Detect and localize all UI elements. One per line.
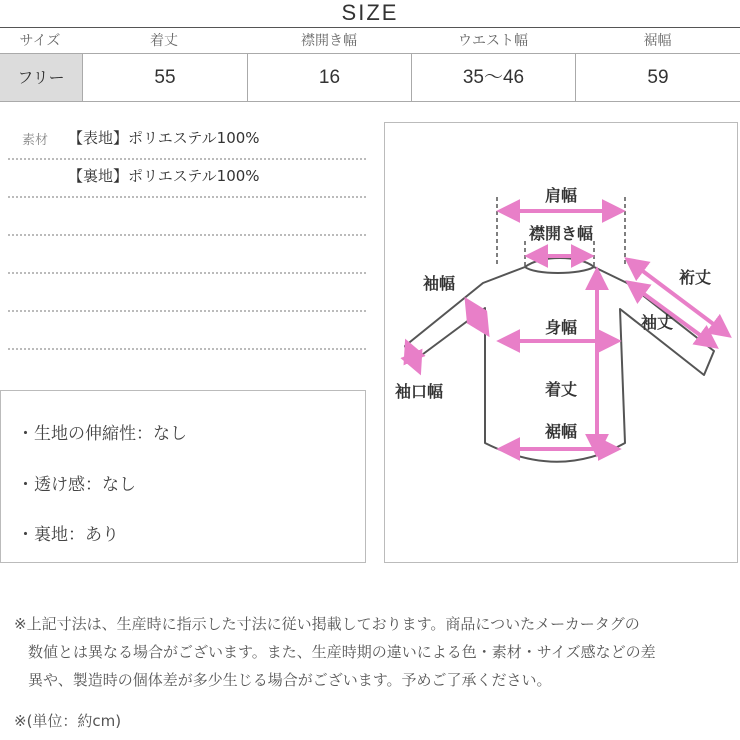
title-divider — [0, 27, 740, 28]
unit-note: ※(単位：約cm) — [14, 712, 122, 730]
cell-size: フリー — [0, 54, 82, 101]
cell-neck-width: 16 — [247, 54, 411, 101]
material-row-empty — [8, 236, 366, 274]
disclaimer-note — [14, 610, 734, 694]
cell-length: 55 — [82, 54, 247, 101]
material-row-outer — [8, 122, 366, 160]
material-outer: 【表地】ポリエステル100% — [68, 129, 260, 147]
header-waist-width: ウエスト幅 — [458, 33, 528, 49]
material-row-empty — [8, 274, 366, 312]
label-neck: 襟開き幅 — [528, 224, 594, 243]
material-label: 素材 — [22, 133, 49, 148]
size-table-row — [0, 53, 740, 102]
header-size: サイズ — [19, 33, 61, 49]
cell-hem-width: 59 — [575, 54, 740, 101]
label-sleeve-length: 袖丈 — [641, 313, 674, 332]
garment-diagram-svg — [385, 123, 739, 564]
note-line: 数値とは異なる場合がございます。また、生産時期の違いによる色・素材・サイズ感などの差 — [28, 643, 656, 661]
feature-stretch: ・生地の伸縮性：なし — [17, 424, 187, 444]
material-lining: 【裏地】ポリエステル100% — [68, 167, 260, 185]
material-row-lining — [8, 160, 366, 198]
header-hem-width: 裾幅 — [643, 33, 672, 49]
label-hem: 裾幅 — [544, 422, 578, 441]
garment-diagram — [384, 122, 738, 563]
size-title: SIZE — [341, 0, 399, 25]
label-length: 着丈 — [544, 380, 578, 399]
material-row-empty — [8, 198, 366, 236]
feature-lining: ・裏地：あり — [17, 525, 119, 545]
note-line: ※上記寸法は、生産時に指示した寸法に従い掲載しております。商品についたメーカータグの — [14, 615, 640, 633]
note-line: 異や、製造時の個体差が多少生じる場合がございます。予めご了承ください。 — [28, 671, 552, 689]
label-sleeve-width: 袖幅 — [423, 274, 456, 293]
label-cuff: 袖口幅 — [395, 382, 444, 401]
label-yuki: 裄丈 — [679, 268, 712, 287]
header-neck-width: 襟開き幅 — [301, 33, 357, 49]
features-box — [0, 390, 366, 563]
label-body-width: 身幅 — [544, 318, 578, 337]
cell-waist-width: 35〜46 — [411, 54, 575, 101]
feature-transparency: ・透け感：なし — [17, 475, 136, 495]
size-table-header — [0, 30, 740, 52]
header-length: 着丈 — [150, 33, 178, 49]
material-row-empty — [8, 312, 366, 350]
label-shoulder: 肩幅 — [544, 186, 578, 205]
neckline-back — [525, 258, 594, 267]
